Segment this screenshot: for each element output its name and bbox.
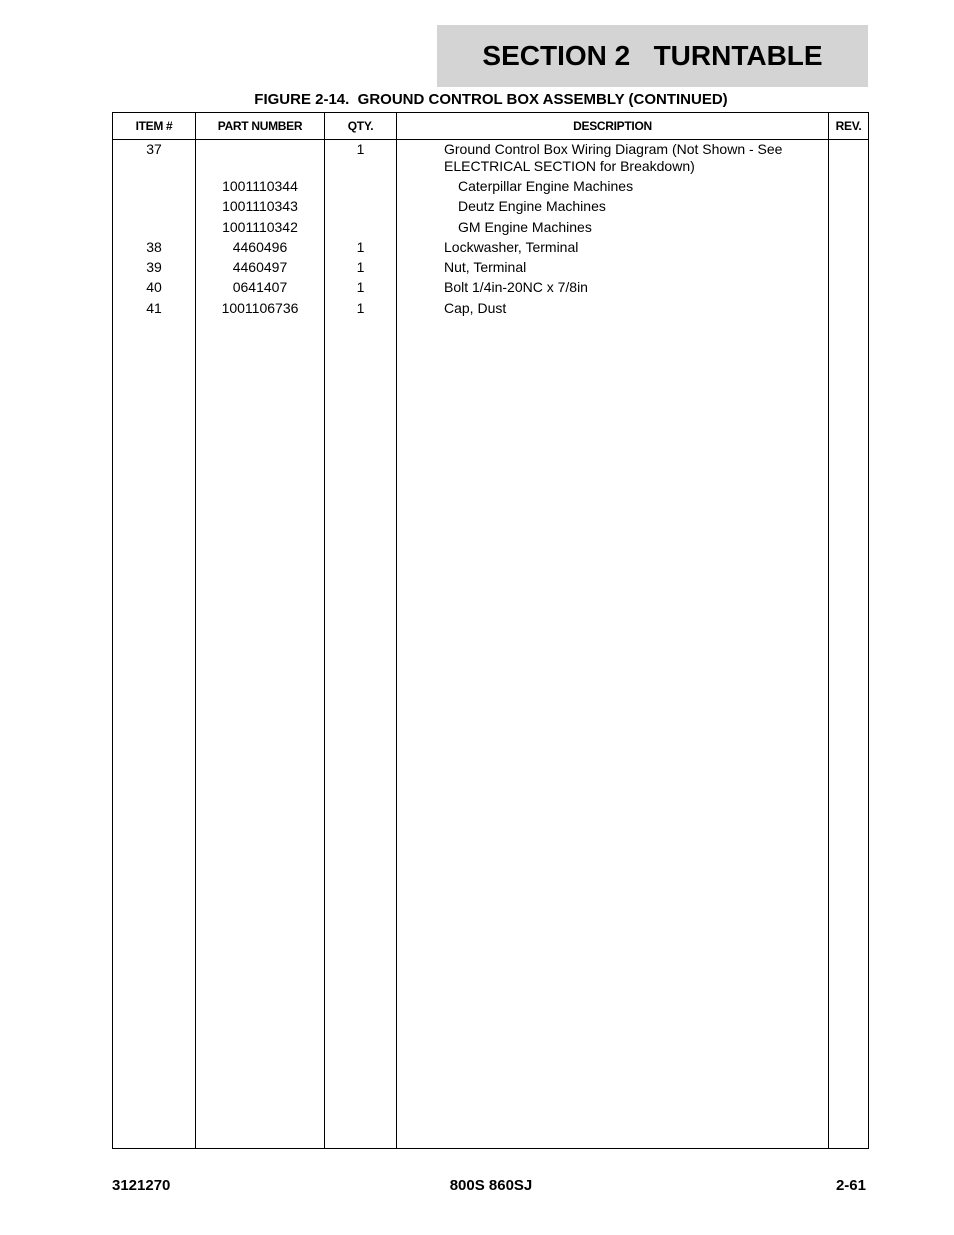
part-number: 4460496 <box>232 239 288 255</box>
part-number: 1001110343 <box>222 198 298 214</box>
table-row <box>113 279 868 299</box>
description: Nut, Terminal <box>444 259 527 275</box>
figure-title: FIGURE 2-14. GROUND CONTROL BOX ASSEMBLY (CONTINUED) <box>254 91 728 108</box>
table-row <box>113 239 868 259</box>
part-number: 1001106736 <box>221 300 299 316</box>
section-banner <box>437 25 868 87</box>
item-number: 39 <box>146 259 162 275</box>
part-number: 0641407 <box>232 279 288 295</box>
table-row <box>113 198 868 218</box>
quantity: 1 <box>356 300 365 316</box>
table-row <box>113 259 868 279</box>
table-row <box>113 178 868 198</box>
parts-table <box>112 112 869 1149</box>
quantity: 1 <box>356 259 365 275</box>
part-number: 1001110342 <box>222 219 298 235</box>
description: Deutz Engine Machines <box>458 198 606 214</box>
description: Lockwasher, Terminal <box>444 239 579 255</box>
header-description: DESCRIPTION <box>573 119 652 133</box>
item-number: 41 <box>146 300 162 316</box>
footer-model: 800S 860SJ <box>449 1177 533 1194</box>
item-number: 40 <box>146 279 162 295</box>
description: Bolt 1/4in-20NC x 7/8in <box>444 279 588 295</box>
section-title: SECTION 2 TURNTABLE <box>482 40 823 71</box>
part-number: 4460497 <box>232 259 288 275</box>
item-number: 37 <box>146 141 162 157</box>
table-row <box>113 300 868 320</box>
quantity: 1 <box>356 239 365 255</box>
header-rev: REV. <box>835 119 862 133</box>
header-item: ITEM # <box>135 119 173 133</box>
description: Cap, Dust <box>444 300 507 316</box>
table-row <box>113 141 868 181</box>
description: GM Engine Machines <box>458 219 592 235</box>
item-number: 38 <box>146 239 162 255</box>
description: Caterpillar Engine Machines <box>458 178 634 194</box>
quantity: 1 <box>356 279 365 295</box>
header-part-number: PART NUMBER <box>217 119 303 133</box>
table-row <box>113 219 868 239</box>
description: Ground Control Box Wiring Diagram (Not Shown - See ELECTRICAL SECTION for Breakdown) <box>444 141 783 174</box>
quantity: 1 <box>356 141 365 157</box>
footer-page-number: 2-61 <box>835 1177 866 1194</box>
footer-document-number: 3121270 <box>112 1177 171 1194</box>
part-number: 1001110344 <box>222 178 298 194</box>
table-header <box>113 113 868 140</box>
header-qty: QTY. <box>347 119 374 133</box>
